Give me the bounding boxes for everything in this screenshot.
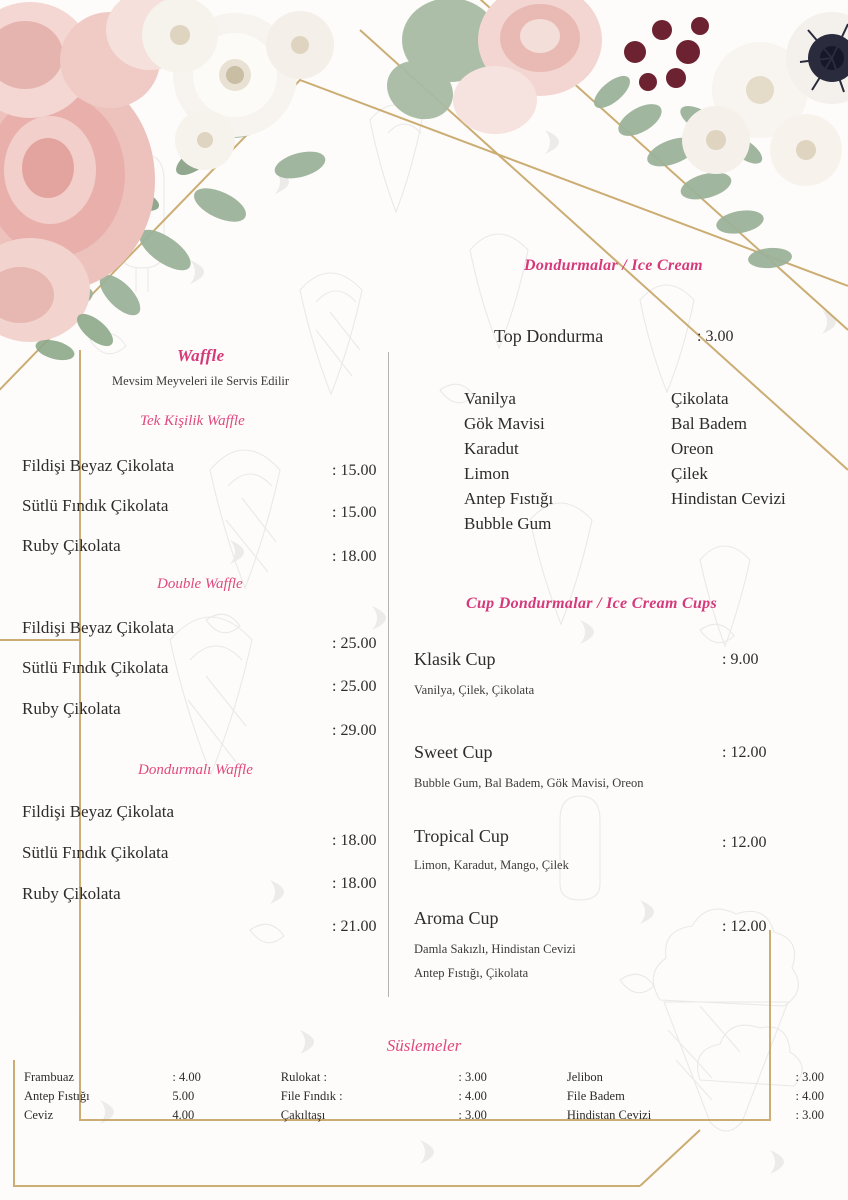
garnish-name: Jelibon: [566, 1070, 603, 1084]
flavour-item: Oreon: [671, 439, 714, 458]
cup-item-desc-2: Antep Fıstığı, Çikolata: [414, 966, 529, 980]
waffle-item-name: Ruby Çikolata: [22, 699, 121, 718]
flavour-item: Bubble Gum: [464, 514, 552, 533]
waffle-item-price: : 15.00: [332, 462, 377, 479]
waffle-group-label: Dondurmalı Waffle: [138, 762, 253, 778]
cup-item-price: : 9.00: [722, 651, 759, 668]
garnish-price: : 4.00: [172, 1070, 201, 1084]
garnish-price: : 4.00: [795, 1089, 824, 1103]
waffle-item-name: Fildişi Beyaz Çikolata: [22, 456, 175, 475]
garnish-name: Rulokat :: [280, 1070, 327, 1084]
waffle-item-name: Fildişi Beyaz Çikolata: [22, 802, 175, 821]
waffle-item-price: : 18.00: [332, 875, 377, 892]
flavour-item: Karadut: [464, 439, 519, 458]
flavour-item: Çilek: [671, 464, 708, 483]
garnish-table: [24, 1068, 824, 1125]
flavour-list-right: [671, 386, 786, 511]
flavour-item: Bal Badem: [671, 414, 748, 433]
flavour-list-left: [464, 386, 553, 536]
waffle-group-label: Double Waffle: [157, 576, 243, 592]
waffle-item-price: : 18.00: [332, 548, 377, 565]
garnish-price: : 3.00: [458, 1070, 487, 1084]
garnish-name: Çakıltaşı: [280, 1108, 326, 1122]
spacer-cell: [429, 1106, 458, 1125]
cup-item-desc: Damla Sakızlı, Hindistan Cevizi: [414, 942, 576, 956]
top-dondurma-name: Top Dondurma: [494, 326, 604, 346]
waffle-item-name: Sütlü Fındık Çikolata: [22, 843, 169, 862]
waffle-section-title: Waffle: [177, 346, 225, 365]
spacer-cell: [429, 1087, 458, 1106]
waffle-group-label: Tek Kişilik Waffle: [140, 413, 245, 429]
waffle-item-name: Sütlü Fındık Çikolata: [22, 496, 169, 515]
waffle-item-price: : 25.00: [332, 635, 377, 652]
waffle-item-price: : 29.00: [332, 722, 377, 739]
cup-item-price: : 12.00: [722, 834, 767, 851]
garnish-price: : 3.00: [458, 1108, 487, 1122]
garnish-price: 4.00: [172, 1108, 195, 1122]
cup-item-desc: Vanilya, Çilek, Çikolata: [414, 683, 535, 697]
flavour-item: Vanilya: [464, 389, 516, 408]
garnish-name: File Badem: [566, 1089, 625, 1103]
garnish-name: Frambuaz: [24, 1070, 74, 1084]
garnish-price: : 3.00: [795, 1108, 824, 1122]
waffle-item-price: : 18.00: [332, 832, 377, 849]
cup-item-name: Sweet Cup: [414, 742, 493, 762]
garnish-price: : 3.00: [795, 1070, 824, 1084]
flavour-item: Gök Mavisi: [464, 414, 545, 433]
table-row: [24, 1106, 824, 1125]
ice-cream-section-title: Dondurmalar / Ice Cream: [524, 257, 703, 274]
waffle-item-name: Fildişi Beyaz Çikolata: [22, 618, 175, 637]
garnish-name: File Fındık :: [280, 1089, 343, 1103]
flavour-item: Antep Fıstığı: [464, 489, 554, 508]
garnish-price: : 4.00: [458, 1089, 487, 1103]
cup-item-name: Klasik Cup: [414, 649, 496, 669]
cup-item-desc: Bubble Gum, Bal Badem, Gök Mavisi, Oreon: [414, 776, 644, 790]
flavour-item: Çikolata: [671, 389, 729, 408]
garnish-name: Hindistan Cevizi: [566, 1108, 652, 1122]
cups-section-title: Cup Dondurmalar / Ice Cream Cups: [466, 595, 717, 612]
garnish-name: Antep Fıstığı: [24, 1089, 90, 1103]
cup-item-name: Aroma Cup: [414, 908, 499, 928]
waffle-item-name: Ruby Çikolata: [22, 884, 121, 903]
top-dondurma-price: : 3.00: [697, 328, 734, 345]
cup-item-price: : 12.00: [722, 744, 767, 761]
spacer-cell: [429, 1068, 458, 1087]
garnish-price: 5.00: [172, 1089, 195, 1103]
cup-item-name: Tropical Cup: [414, 826, 509, 846]
waffle-item-price: : 25.00: [332, 678, 377, 695]
flavour-item: Hindistan Cevizi: [671, 489, 786, 508]
waffle-item-name: Ruby Çikolata: [22, 536, 121, 555]
cup-item-desc: Limon, Karadut, Mango, Çilek: [414, 858, 569, 872]
column-divider: [388, 352, 389, 997]
waffle-subtitle: Mevsim Meyveleri ile Servis Edilir: [112, 374, 290, 388]
table-row: [24, 1068, 824, 1087]
garnish-section-title: Süslemeler: [386, 1036, 462, 1055]
waffle-item-price: : 15.00: [332, 504, 377, 521]
waffle-item-name: Sütlü Fındık Çikolata: [22, 658, 169, 677]
waffle-item-price: : 21.00: [332, 918, 377, 935]
garnish-name: Ceviz: [24, 1108, 54, 1122]
flavour-item: Limon: [464, 464, 510, 483]
cup-item-price: : 12.00: [722, 918, 767, 935]
table-row: [24, 1087, 824, 1106]
